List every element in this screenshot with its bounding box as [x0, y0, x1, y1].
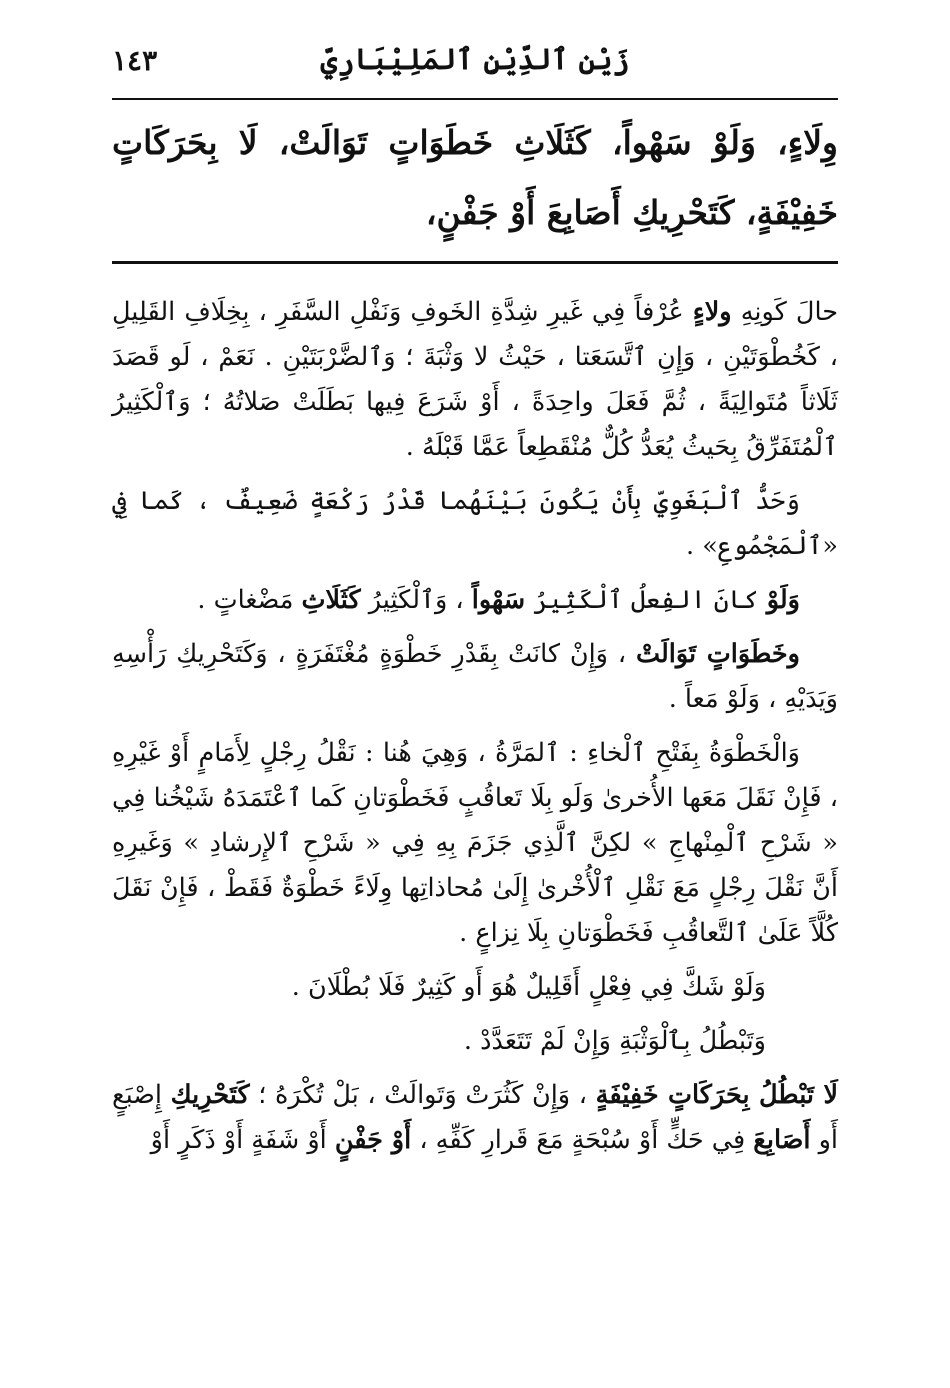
- text-run: ، وَٱلْكَثِيرُ: [360, 585, 472, 615]
- commentary-paragraph-3: [112, 578, 838, 623]
- commentary: [112, 290, 838, 1172]
- commentary-paragraph-7: وَتَبْطُلُ بِٱلْوَثْبَةِ وَإِنْ لَمْ تَتَعَدَّدْ .: [463, 1026, 766, 1056]
- header-rule: [112, 98, 838, 100]
- matn-quote: أَوْ جَفْنٍ: [334, 1125, 412, 1155]
- text-run: فِي حَكٍّ أَوْ سُبْحَةٍ مَعَ قَرارِ كَفِّهِ ،: [411, 1125, 754, 1155]
- matn-quote: أَصَابِعَ: [753, 1125, 811, 1155]
- commentary-paragraph-5: وَالْخَطْوَةُ بِفَتْحِ ٱلْخاءِ : ٱلمَرَّةُ ، وَهِيَ هُنا : نَقْلُ رِجْلٍ لِأَمَامٍ أَوْ غَيْرِهِ ، فَإِنْ نَقَلَ مَعَها الأُخرىٰ وَلَو بِلَا تَعاقُبٍ فَخَطْوَتانِ كَما ٱعْتَمَدَهُ شَيْخُنا فِي « شَرْحِ ٱلْمِنْهاجِ » لكِنَّ ٱلَّذِي جَزَمَ بِهِ فِي « شَرْحِ ٱلإِرشادِ » وَغَيرِهِ أَنَّ نَقْلَ رِجْلٍ مَعَ نَقْلِ ٱلْأُخْرىٰ إِلَىٰ مُحاذاتِها وِلَاءً خَطْوَةٌ فَقَطْ ، فَإِنْ نَقَلَ كُلَّاً عَلَىٰ ٱلتَّعاقُبِ فَخَطْوَتانِ بِلَا نِزاعٍ .: [112, 738, 838, 948]
- matn-quote: سَهْواً: [471, 585, 526, 615]
- page-number: ١٤٣: [112, 44, 158, 77]
- matn-quote: كَثَلَاثِ: [301, 585, 361, 615]
- running-title: زَيْن ٱلدِّيْنِ ٱلمَلِيْبَارِيّ: [320, 42, 630, 76]
- matn-sharh-separator: [112, 261, 838, 264]
- commentary-paragraph-1: [112, 290, 838, 470]
- text-run: ، وَإِنْ كَثُرَتْ وَتَوالَتْ ، بَلْ تُكْرَهُ ؛: [249, 1080, 596, 1110]
- matn-quote: ولاءٍ: [692, 297, 732, 327]
- commentary-paragraph-4: [112, 632, 838, 722]
- text-run: مَضْغاتٍ .: [197, 585, 302, 615]
- text-run: عُرْفاً فِي غَيرِ شِدَّةِ الخَوفِ وَنَفْلِ السَّفَرِ ، بِخِلَافِ القَلِيلِ ، كَخُطْوَتَيْنِ ، وَإِنِ ٱتَّسَعَتا ، حَيْثُ لا وَثْبَةَ ؛ وَٱلضَّرْبَتَيْنِ . نَعَمْ ، لَو قَصَدَ ثَلَاثاً مُتَوالِيَةً ، ثُمَّ فَعَلَ واحِدَةً ، أَوْ شَرَعَ فِيها بَطَلَتْ صَلاتُهُ ؛ وَٱلْكَثِيرُ ٱلْمُتَفَرِّقُ بِحَيثُ يُعَدُّ كُلٌّ مُنْقَطِعاً عَمَّا قَبْلَهُ .: [112, 297, 838, 462]
- text-run: حالَ كَونِهِ: [731, 297, 838, 327]
- commentary-paragraph-6: وَلَوْ شَكَّ فِي فِعْلٍ أَقَلِيلٌ هُوَ أَو كَثِيرٌ فَلَا بُطْلَانَ .: [291, 972, 766, 1002]
- page-header: [112, 38, 838, 92]
- text-run: إِصْبَعٍ أَو: [112, 1080, 838, 1155]
- matn-quote: كَتَحْرِيكِ: [170, 1080, 250, 1110]
- commentary-paragraph-2: وَحَدُّ ٱلْبَغَوِيِّ بِأَنْ يَكُونَ بَيْنَهُما قَدْرُ رَكْعَةٍ ضَعِيفٌ ، كَما فِي «ٱلْمَجْمُوعِ» .: [112, 486, 838, 561]
- matn-quote: وَلَوْ: [766, 585, 800, 615]
- text-run: أَوْ شَفَةٍ أَوْ ذَكَرٍ أَوْ: [150, 1125, 335, 1155]
- matn-quote: لَا تَبْطُلُ بِحَرَكَاتٍ خَفِيْفَةٍ: [595, 1080, 838, 1110]
- commentary-paragraph-8: [112, 1073, 838, 1163]
- matn-quote: وخَطَوَاتٍ تَوَالَتْ: [635, 639, 800, 669]
- text-run: ، وَإِنْ كانَتْ بِقَدْرِ خَطْوَةٍ مُغْتَفَرَةٍ ، وَكَتَحْرِيكِ رَأْسِهِ وَيَدَيْهِ ، وَلَوْ مَعاً .: [112, 639, 838, 714]
- text-run: كانَ الفِعلُ ٱلْكَثِيرُ: [525, 585, 767, 615]
- matn-text: وِلَاءٍ، وَلَوْ سَهْواً، كَثَلَاثِ خَطَوَاتٍ تَوَالَتْ، لَا بِحَرَكَاتٍ خَفِيْفَةٍ، كَتَحْرِيكِ أَصَابِعَ أَوْ جَفْنٍ،: [112, 123, 838, 232]
